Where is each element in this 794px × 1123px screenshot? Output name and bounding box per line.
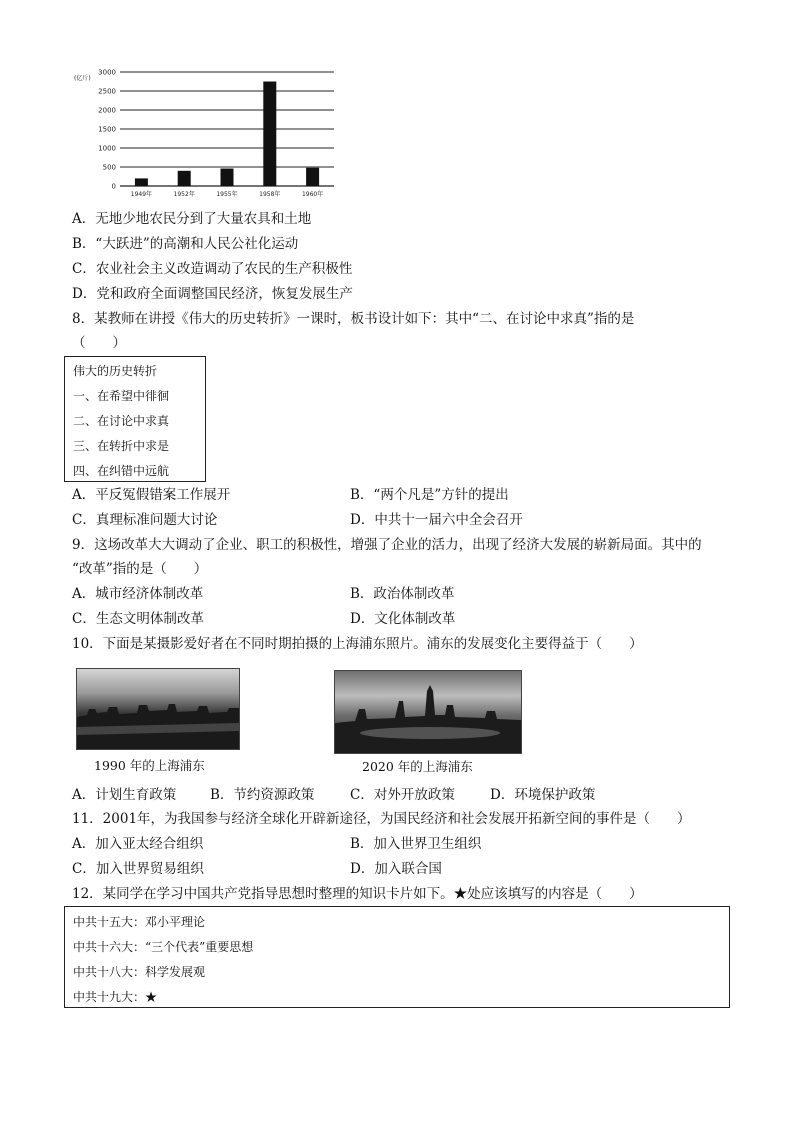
card-row: 中共十五大：邓小平理论 (73, 915, 206, 929)
q10-option-a: A．计划生育政策 (72, 787, 177, 803)
y-tick-label: 500 (102, 163, 116, 172)
board-item: 四、在纠错中远航 (73, 464, 170, 478)
y-tick-label: 1500 (98, 125, 116, 134)
q8-paren: （ ） (72, 335, 126, 351)
board-item: 三、在转折中求是 (73, 439, 170, 453)
q8-option-c: C．真理标准问题大讨论 (72, 512, 218, 528)
q11-option-a: A．加入亚太经合组织 (72, 836, 204, 852)
y-tick-label: 0 (111, 182, 116, 191)
caption-2020: 2020 年的上海浦东 (362, 759, 473, 774)
y-tick-label: 2000 (98, 106, 116, 115)
card-row: 中共十九大：★ (73, 990, 158, 1004)
y-axis-label: (亿斤) (74, 75, 91, 82)
q7-option-a: A．无地少地农民分到了大量农具和土地 (72, 211, 312, 227)
q9-option-b: B．政治体制改革 (350, 586, 455, 602)
q9-option-a: A．城市经济体制改革 (72, 586, 204, 602)
q8-stem: 8．某教师在讲授《伟大的历史转折》一课时，板书设计如下：其中“二、在讨论中求真”指的是 (72, 311, 635, 327)
q11-option-b: B．加入世界卫生组织 (350, 836, 482, 852)
skyline-1990-image (77, 669, 239, 749)
q12-card (64, 906, 730, 1008)
card-row: 中共十六大：“三个代表”重要思想 (73, 940, 254, 954)
y-tick-label: 1000 (98, 144, 116, 153)
q8-option-d: D．中共十一届六中全会召开 (350, 512, 523, 528)
q8-board (64, 356, 206, 482)
x-tick-label: 1955年 (216, 191, 238, 198)
y-tick-label: 3000 (98, 68, 116, 77)
card-row: 中共十八大：科学发展观 (73, 965, 206, 979)
y-tick-label: 2500 (98, 87, 116, 96)
q8-option-a: A．平反冤假错案工作展开 (72, 487, 231, 503)
skyline-2020-image (335, 671, 521, 753)
q8-option-b: B．“两个凡是”方针的提出 (350, 487, 509, 503)
caption-1990: 1990 年的上海浦东 (94, 758, 205, 773)
q9-option-d: D．文化体制改革 (350, 611, 456, 627)
photo-1990 (76, 668, 240, 750)
bar (221, 169, 234, 186)
bar (178, 171, 191, 186)
q10-option-d: D．环境保护政策 (490, 787, 596, 803)
bar-chart (68, 62, 348, 202)
q11-option-c: C．加入世界贸易组织 (72, 861, 204, 877)
q11-stem: 11．2001年，为我国参与经济全球化开辟新途径，为国民经济和社会发展开拓新空间的事件是（ ） (72, 811, 691, 827)
bar (263, 82, 276, 187)
x-tick-label: 1949年 (130, 191, 153, 198)
q9-stem: 9．这场改革大大调动了企业、职工的积极性，增强了企业的活力，出现了经济大发展的崭新局面。其中的 (72, 537, 702, 553)
x-tick-label: 1952年 (173, 191, 195, 198)
q7-option-b: B．“大跃进”的高潮和人民公社化运动 (72, 236, 299, 252)
q12-stem: 12．某同学在学习中国共产党指导思想时整理的知识卡片如下。★处应该填写的内容是（ ） (72, 886, 643, 902)
board-title: 伟大的历史转折 (73, 364, 158, 378)
q9-stem-2: “改革”指的是（ ） (72, 561, 208, 577)
board-item: 一、在希望中徘徊 (73, 389, 170, 403)
q10-option-c: C．对外开放政策 (350, 787, 455, 803)
x-tick-label: 1960年 (301, 191, 324, 198)
x-tick-label: 1958年 (259, 191, 281, 198)
bar (135, 178, 148, 186)
bar (306, 168, 319, 186)
q10-option-b: B．节约资源政策 (210, 787, 315, 803)
q9-option-c: C．生态文明体制改革 (72, 611, 204, 627)
q7-option-c: C．农业社会主义改造调动了农民的生产积极性 (72, 261, 353, 277)
q10-stem: 10．下面是某摄影爱好者在不同时期拍摄的上海浦东照片。浦东的发展变化主要得益于（ ） (72, 636, 643, 652)
q7-option-d: D．党和政府全面调整国民经济，恢复发展生产 (72, 286, 353, 302)
board-item: 二、在讨论中求真 (73, 414, 170, 428)
photo-2020 (334, 670, 522, 754)
q11-option-d: D．加入联合国 (350, 861, 442, 877)
